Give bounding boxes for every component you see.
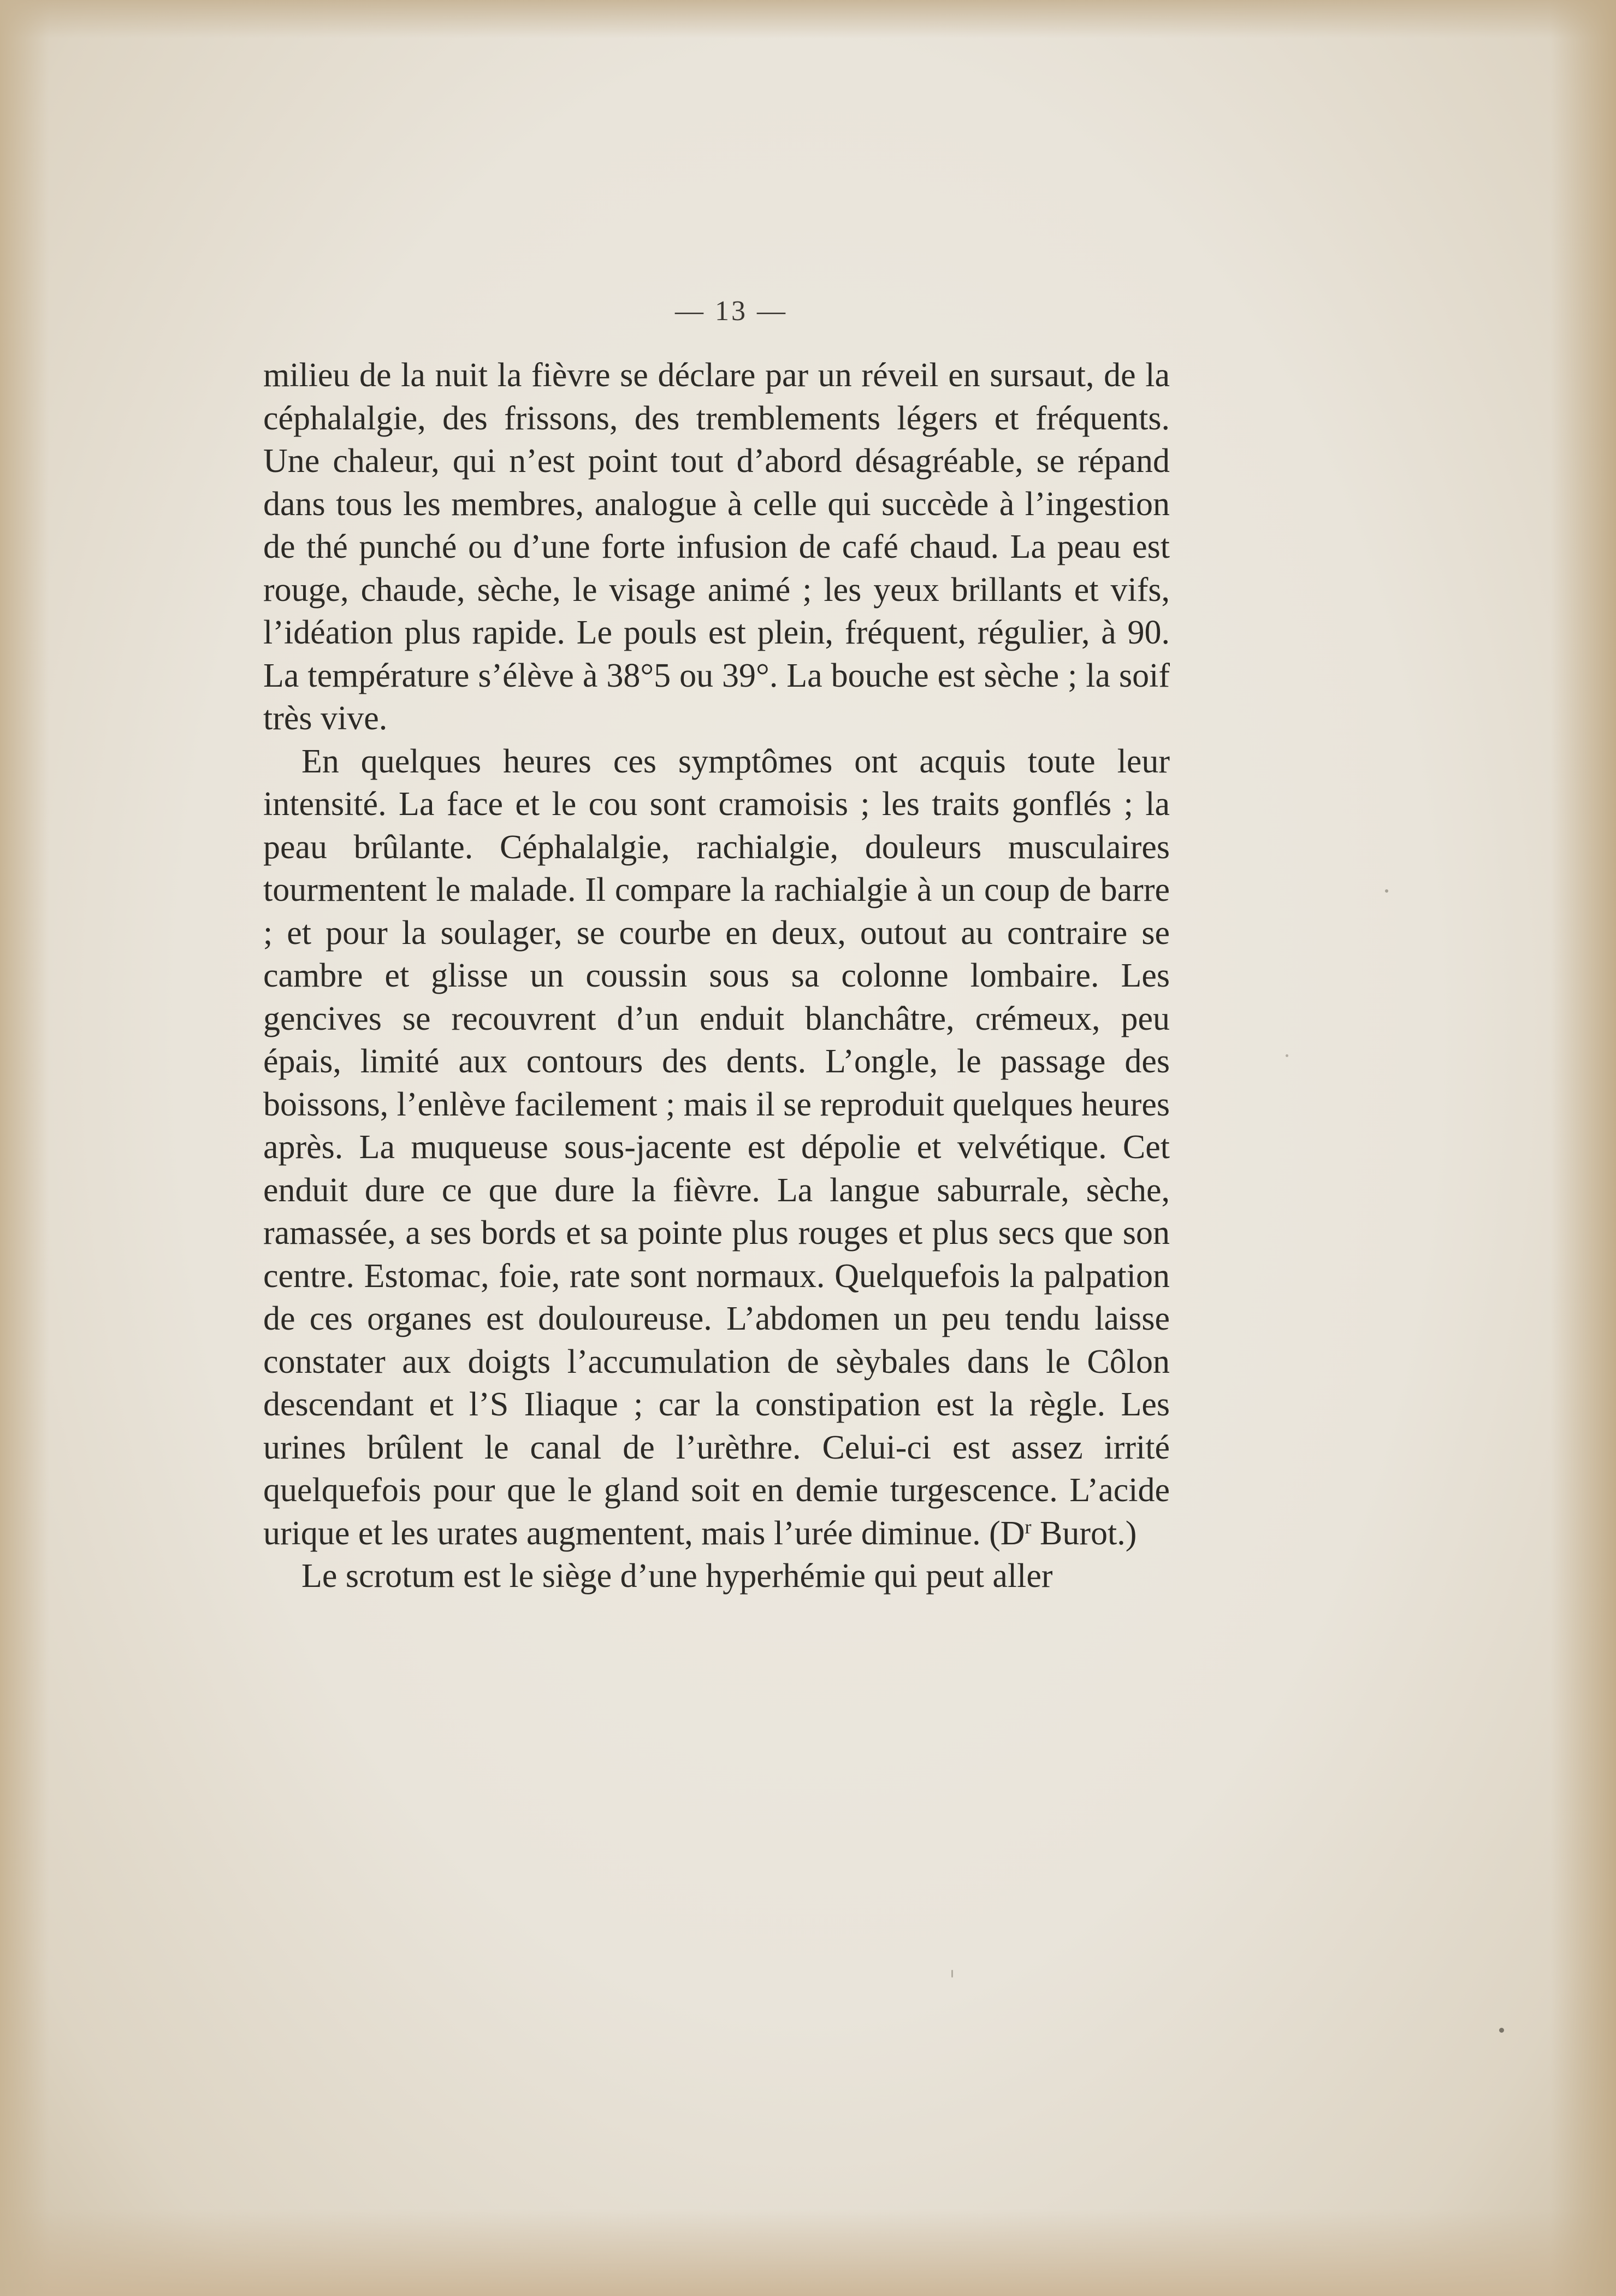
paragraph-3: Le scrotum est le siège d’une hyperhémie qui peut aller [301,1557,1053,1595]
page-number: — 13 — [675,296,788,327]
paragraph-1: milieu de la nuit la fièvre se déclare par un réveil en sursaut, de la céphalalgie, des frissons, des tremblements légers et fréquents. Une chaleur, qui n’est point tout d’abord désagréable, se répand dans tous les membres, analogue à celle qui succède à l’ingestion de thé punché ou d’une forte infusion de café chaud. La peau est rouge, chaude, sèche, le visage animé ; les yeux brillants et vifs, l’idéation plus rapide. Le pouls est plein, fréquent, régulier, à 90. La température s’élève à 38°5 ou 39°. La bouche est sèche ; la soif très vive. [263,357,1170,737]
body-text [263,354,1170,1598]
page-edge-shadow-bottom [0,2209,1616,2296]
page-edge-shadow-right [1550,0,1616,2296]
paragraph-2 [263,740,1170,1555]
paper-speck [951,1970,953,1978]
paper-speck [1385,889,1388,893]
paper-speck [1499,2028,1504,2033]
citation: ($D^r$ Burot.) [989,1514,1137,1552]
page-edge-shadow-left [0,0,49,2296]
page-edge-shadow-top [0,0,1616,38]
paper-speck [1286,1054,1288,1057]
paragraph-2-text: En quelques heures ces symptômes ont acquis toute leur intensité. La face et le cou sont cramoisis ; les traits gonflés ; la peau brûlante. Céphalalgie, rachialgie, douleurs musculaires tourmentent le malade. Il compare la rachialgie à un coup de barre ; et pour la soulager, se courbe en deux, outout au contraire se cambre et glisse un coussin sous sa colonne lombaire. Les gencives se recouvrent d’un enduit blanchâtre, crémeux, peu épais, limité aux contours des dents. L’ongle, le passage des boissons, l’enlève facilement ; mais il se reproduit quelques heures après. La muqueuse sous-jacente est dépolie et velvétique. Cet enduit dure ce que dure la fièvre. La langue saburrale, sèche, ramassée, a ses bords et sa pointe plus rouges et plus secs que son centre. Estomac, foie, rate sont normaux. Quelquefois la palpation de ces organes est douloureuse. L’abdomen un peu tendu laisse constater aux doigts l’accumulation de sèybales dans le Côlon descendant et l’S Iliaque ; car la constipation est la règle. Les urines brûlent le canal de l’urèthre. Celui-ci est assez irrité quelquefois pour que le gland soit en demie turgescence. L’acide urique et les urates augmentent, mais l’urée diminue. [263,742,1170,1552]
